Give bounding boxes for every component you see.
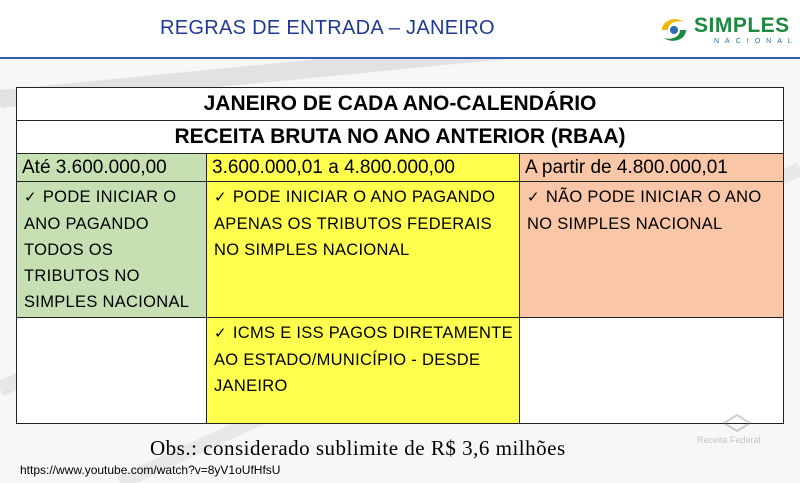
check-icon: ✓ xyxy=(214,189,227,206)
rule-cell-icms-iss xyxy=(207,318,520,424)
logo-subtitle: NACIONAL xyxy=(714,38,798,45)
table-title: JANEIRO DE CADA ANO-CALENDÁRIO xyxy=(17,88,784,121)
table-subtitle: RECEITA BRUTA NO ANO ANTERIOR (RBAA) xyxy=(17,121,784,154)
observation-note: Obs.: considerado sublimite de R$ 3,6 milhões xyxy=(150,436,566,460)
receita-federal-icon xyxy=(722,413,752,435)
empty-cell xyxy=(17,318,207,424)
empty-cell xyxy=(520,318,784,424)
check-icon: ✓ xyxy=(214,325,227,342)
rule-text: ICMS E ISS PAGOS DIRETAMENTE AO ESTADO/MUNICÍPIO - DESDE JANEIRO xyxy=(214,324,513,395)
logo-word: SIMPLES xyxy=(694,14,790,37)
rule-text: NÃO PODE INICIAR O ANO NO SIMPLES NACIONAL xyxy=(527,188,762,233)
rules-table xyxy=(16,87,784,424)
rule-text: PODE INICIAR O ANO PAGANDO TODOS OS TRIBUTOS NO SIMPLES NACIONAL xyxy=(24,188,190,311)
logo-icon xyxy=(654,12,694,48)
column-header-range-2: 3.600.000,01 a 4.800.000,00 xyxy=(207,154,520,182)
simples-nacional-logo xyxy=(652,10,800,50)
column-header-range-3: A partir de 4.800.000,01 xyxy=(520,154,784,182)
receita-federal-watermark xyxy=(697,413,787,453)
page-title: REGRAS DE ENTRADA – JANEIRO xyxy=(160,17,495,39)
rule-cell-range-1 xyxy=(17,182,207,318)
source-url: https://www.youtube.com/watch?v=8yV1oUfHfsU xyxy=(20,463,281,477)
check-icon: ✓ xyxy=(527,189,540,206)
rule-cell-range-2 xyxy=(207,182,520,318)
check-icon: ✓ xyxy=(24,189,37,206)
rule-text: PODE INICIAR O ANO PAGANDO APENAS OS TRIBUTOS FEDERAIS NO SIMPLES NACIONAL xyxy=(214,188,496,259)
column-header-range-1: Até 3.600.000,00 xyxy=(17,154,207,182)
header-bar xyxy=(0,0,800,58)
watermark-text: Receita Federal xyxy=(697,435,761,445)
rule-cell-range-3 xyxy=(520,182,784,318)
